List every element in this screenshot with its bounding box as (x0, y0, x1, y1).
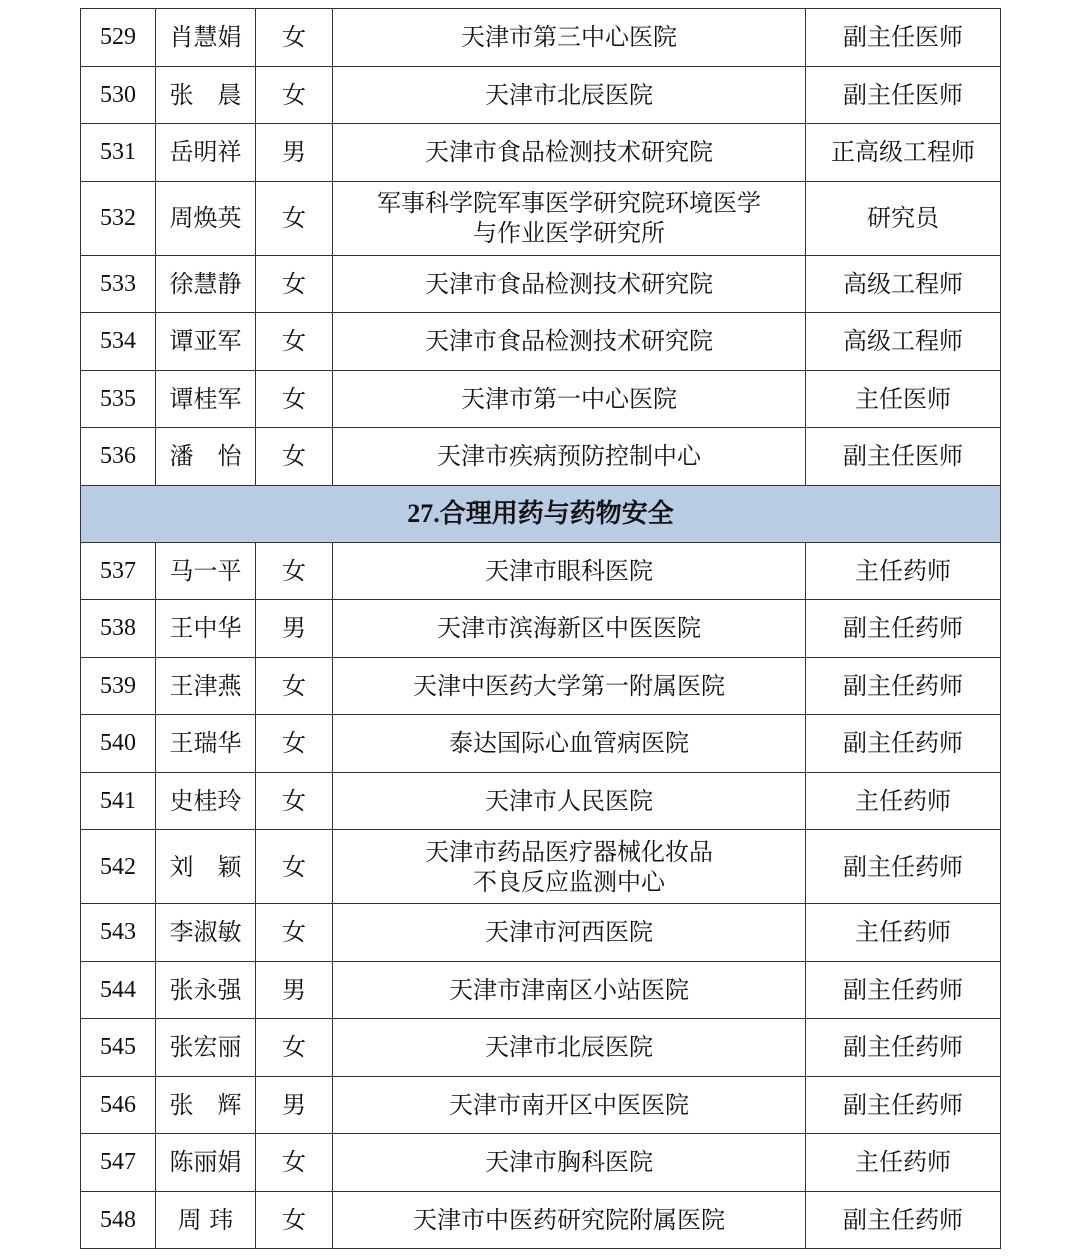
table-row (81, 961, 1001, 1019)
unit-cell: 天津市食品检测技术研究院 (333, 124, 806, 182)
unit-cell: 天津市河西医院 (333, 904, 806, 962)
name-cell: 谭桂军 (156, 370, 256, 428)
serial-number-cell: 547 (81, 1134, 156, 1192)
name-cell: 肖慧娟 (156, 9, 256, 67)
title-cell: 副主任药师 (806, 830, 1001, 904)
serial-number-cell: 545 (81, 1019, 156, 1077)
serial-number-cell: 534 (81, 313, 156, 371)
table-row (81, 657, 1001, 715)
serial-number-cell: 544 (81, 961, 156, 1019)
unit-cell: 天津市眼科医院 (333, 542, 806, 600)
gender-cell: 男 (256, 1076, 333, 1134)
serial-number-cell: 533 (81, 255, 156, 313)
name-cell: 陈丽娟 (156, 1134, 256, 1192)
serial-number-cell: 531 (81, 124, 156, 182)
title-cell: 主任药师 (806, 772, 1001, 830)
table-row (81, 600, 1001, 658)
table-row (81, 66, 1001, 124)
unit-cell: 天津市人民医院 (333, 772, 806, 830)
table-row (81, 255, 1001, 313)
name-cell: 张永强 (156, 961, 256, 1019)
name-cell: 岳明祥 (156, 124, 256, 182)
title-cell: 主任药师 (806, 1134, 1001, 1192)
name-cell: 周 玮 (156, 1191, 256, 1249)
title-cell: 副主任药师 (806, 715, 1001, 773)
section-header-row (81, 485, 1001, 542)
table-row (81, 370, 1001, 428)
unit-cell: 泰达国际心血管病医院 (333, 715, 806, 773)
serial-number-cell: 543 (81, 904, 156, 962)
gender-cell: 男 (256, 600, 333, 658)
title-cell: 副主任药师 (806, 1019, 1001, 1077)
title-cell: 副主任药师 (806, 1076, 1001, 1134)
gender-cell: 女 (256, 1019, 333, 1077)
name-cell: 王瑞华 (156, 715, 256, 773)
serial-number-cell: 542 (81, 830, 156, 904)
serial-number-cell: 538 (81, 600, 156, 658)
table-row (81, 124, 1001, 182)
table-row (81, 772, 1001, 830)
table-row (81, 542, 1001, 600)
unit-cell: 天津市胸科医院 (333, 1134, 806, 1192)
gender-cell: 女 (256, 904, 333, 962)
table-row (81, 313, 1001, 371)
gender-cell: 女 (256, 715, 333, 773)
name-cell: 李淑敏 (156, 904, 256, 962)
unit-cell: 天津市疾病预防控制中心 (333, 428, 806, 486)
unit-cell: 天津市北辰医院 (333, 1019, 806, 1077)
title-cell: 高级工程师 (806, 313, 1001, 371)
table-row (81, 9, 1001, 67)
title-cell: 研究员 (806, 181, 1001, 255)
title-cell: 副主任药师 (806, 961, 1001, 1019)
name-cell: 周焕英 (156, 181, 256, 255)
serial-number-cell: 530 (81, 66, 156, 124)
title-cell: 副主任药师 (806, 657, 1001, 715)
gender-cell: 男 (256, 124, 333, 182)
name-cell: 刘 颖 (156, 830, 256, 904)
serial-number-cell: 532 (81, 181, 156, 255)
name-cell: 张 辉 (156, 1076, 256, 1134)
unit-cell: 天津市中医药研究院附属医院 (333, 1191, 806, 1249)
table-row (81, 1134, 1001, 1192)
title-cell: 主任药师 (806, 904, 1001, 962)
serial-number-cell: 535 (81, 370, 156, 428)
name-cell: 史桂玲 (156, 772, 256, 830)
gender-cell: 女 (256, 9, 333, 67)
serial-number-cell: 539 (81, 657, 156, 715)
gender-cell: 女 (256, 1134, 333, 1192)
serial-number-cell: 540 (81, 715, 156, 773)
gender-cell: 女 (256, 772, 333, 830)
serial-number-cell: 536 (81, 428, 156, 486)
section-header (81, 485, 1001, 542)
table-row (81, 904, 1001, 962)
serial-number-cell: 529 (81, 9, 156, 67)
table-row (81, 830, 1001, 904)
unit-cell: 天津市药品医疗器械化妆品 不良反应监测中心 (333, 830, 806, 904)
unit-cell: 天津市滨海新区中医医院 (333, 600, 806, 658)
table-row (81, 1019, 1001, 1077)
serial-number-cell: 546 (81, 1076, 156, 1134)
unit-cell: 天津市南开区中医医院 (333, 1076, 806, 1134)
name-cell: 谭亚军 (156, 313, 256, 371)
table-row (81, 181, 1001, 255)
title-cell: 主任药师 (806, 542, 1001, 600)
title-cell: 副主任医师 (806, 428, 1001, 486)
gender-cell: 女 (256, 181, 333, 255)
name-cell: 王津燕 (156, 657, 256, 715)
unit-cell: 天津市北辰医院 (333, 66, 806, 124)
title-cell: 正高级工程师 (806, 124, 1001, 182)
unit-cell: 军事科学院军事医学研究院环境医学 与作业医学研究所 (333, 181, 806, 255)
unit-cell: 天津市第三中心医院 (333, 9, 806, 67)
expert-list-table (80, 8, 1001, 1249)
gender-cell: 女 (256, 657, 333, 715)
name-cell: 王中华 (156, 600, 256, 658)
gender-cell: 女 (256, 830, 333, 904)
unit-cell: 天津市第一中心医院 (333, 370, 806, 428)
serial-number-cell: 541 (81, 772, 156, 830)
title-cell: 副主任医师 (806, 9, 1001, 67)
unit-cell: 天津市食品检测技术研究院 (333, 313, 806, 371)
gender-cell: 女 (256, 255, 333, 313)
table-row (81, 1076, 1001, 1134)
gender-cell: 女 (256, 428, 333, 486)
serial-number-cell: 537 (81, 542, 156, 600)
table-row (81, 1191, 1001, 1249)
table-row (81, 428, 1001, 486)
gender-cell: 女 (256, 1191, 333, 1249)
name-cell: 徐慧静 (156, 255, 256, 313)
gender-cell: 女 (256, 542, 333, 600)
title-cell: 副主任医师 (806, 66, 1001, 124)
name-cell: 潘 怡 (156, 428, 256, 486)
unit-cell: 天津市食品检测技术研究院 (333, 255, 806, 313)
section-number: 27. (407, 498, 440, 528)
serial-number-cell: 548 (81, 1191, 156, 1249)
title-cell: 主任医师 (806, 370, 1001, 428)
name-cell: 张 晨 (156, 66, 256, 124)
gender-cell: 女 (256, 66, 333, 124)
unit-cell: 天津市津南区小站医院 (333, 961, 806, 1019)
name-cell: 张宏丽 (156, 1019, 256, 1077)
section-title: 合理用药与药物安全 (439, 498, 674, 529)
gender-cell: 女 (256, 370, 333, 428)
title-cell: 高级工程师 (806, 255, 1001, 313)
title-cell: 副主任药师 (806, 600, 1001, 658)
gender-cell: 男 (256, 961, 333, 1019)
unit-cell: 天津中医药大学第一附属医院 (333, 657, 806, 715)
table-row (81, 715, 1001, 773)
title-cell: 副主任药师 (806, 1191, 1001, 1249)
gender-cell: 女 (256, 313, 333, 371)
name-cell: 马一平 (156, 542, 256, 600)
